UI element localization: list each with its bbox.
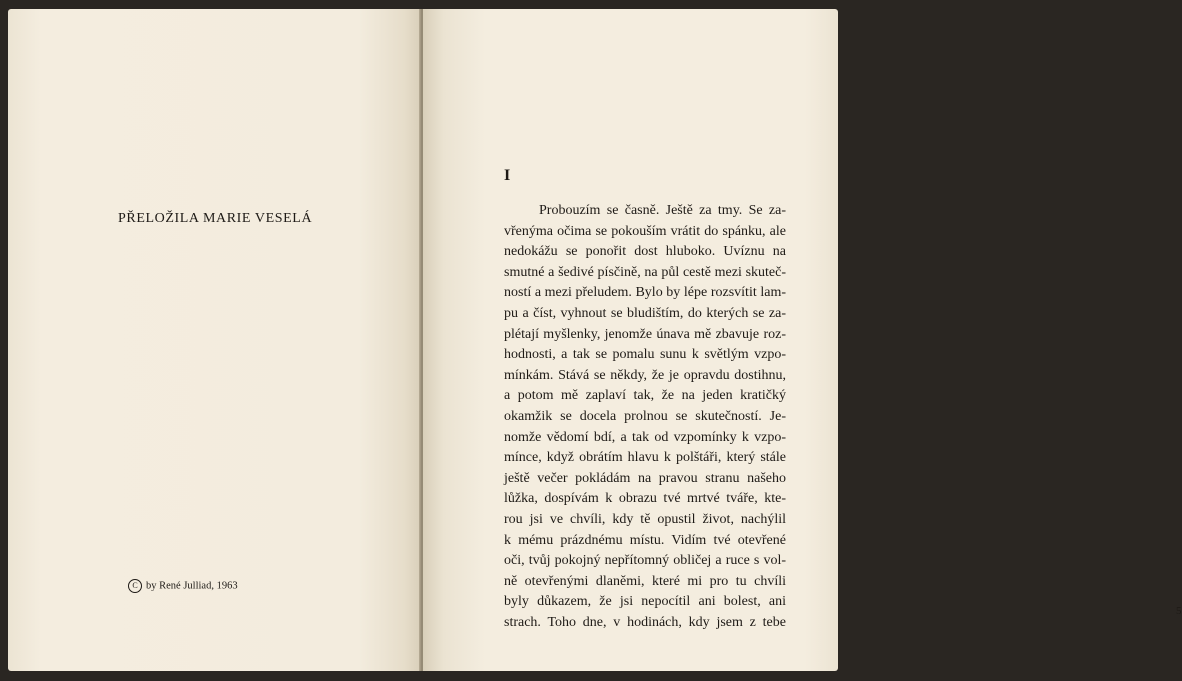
text-line: oči, tvůj pokojný nepřítomný obličej a ruce s vol- [504,553,786,569]
text-line: ností a mezi přeludem. Bylo by lépe rozsvítit lam- [504,285,786,301]
text-line: ještě večer pokládám na pravou stranu našeho [504,470,786,486]
text-line: byly důkazem, že jsi nepocítil ani bolest, ani [504,594,786,610]
text-line: plétají myšlenky, jenomže únava mě zbavuje roz- [504,326,786,342]
text-line: hodnosti, a tak se pomalu sunu k světlým vzpo- [504,347,786,363]
right-page [423,9,1182,671]
text-line: smutné a šedivé písčině, na půl cestě mezi skuteč- [504,264,786,280]
text-line: mínkám. Stává se někdy, že je opravdu dostihnu, [504,367,786,383]
text-line: ně otevřenými dlaněmi, které mi pro tu chvíli [504,573,786,589]
copyright-icon: C [128,579,142,593]
text-line: a potom mě zaplaví tak, že na jeden kratičký [504,388,786,404]
text-line: nedokážu se ponořit dost hluboko. Uvíznu na [504,244,786,260]
text-line: vřenýma očima se pokouším vrátit do spánku, ale [504,223,786,239]
text-line: nomže vědomí bdí, a tak od vzpomínky k vzpo- [504,429,786,445]
text-line: k mému prázdnému místu. Vidím tvé otevřené [504,532,786,548]
page-number: 5 [1176,605,1182,617]
text-line: lůžka, dospívám k obrazu tvé mrtvé tváře, kte- [504,491,786,507]
left-page [8,9,421,671]
text-line: mínce, když obrátím hlavu k polštáři, který stále [504,450,786,466]
text-line: Probouzím se časně. Ještě za tmy. Se za- [539,203,786,218]
copyright-notice [128,579,238,593]
open-book [8,9,1182,671]
translator-credit: PŘELOŽILA MARIE VESELÁ [118,211,313,226]
text-line: rou jsi ve chvíli, kdy tě opustil život, nachýlil [504,511,786,527]
text-line: pu a číst, vyhnout se bludištím, do kterých se za- [504,305,786,321]
body-text [504,201,786,633]
copyright-text: by René Julliad, 1963 [146,580,238,592]
text-line: okamžik se docela prolnou se skutečností. Je- [504,408,786,424]
text-line: strach. Toho dne, v hodinách, kdy jsem z tebe [504,614,786,630]
chapter-number: I [504,167,511,184]
